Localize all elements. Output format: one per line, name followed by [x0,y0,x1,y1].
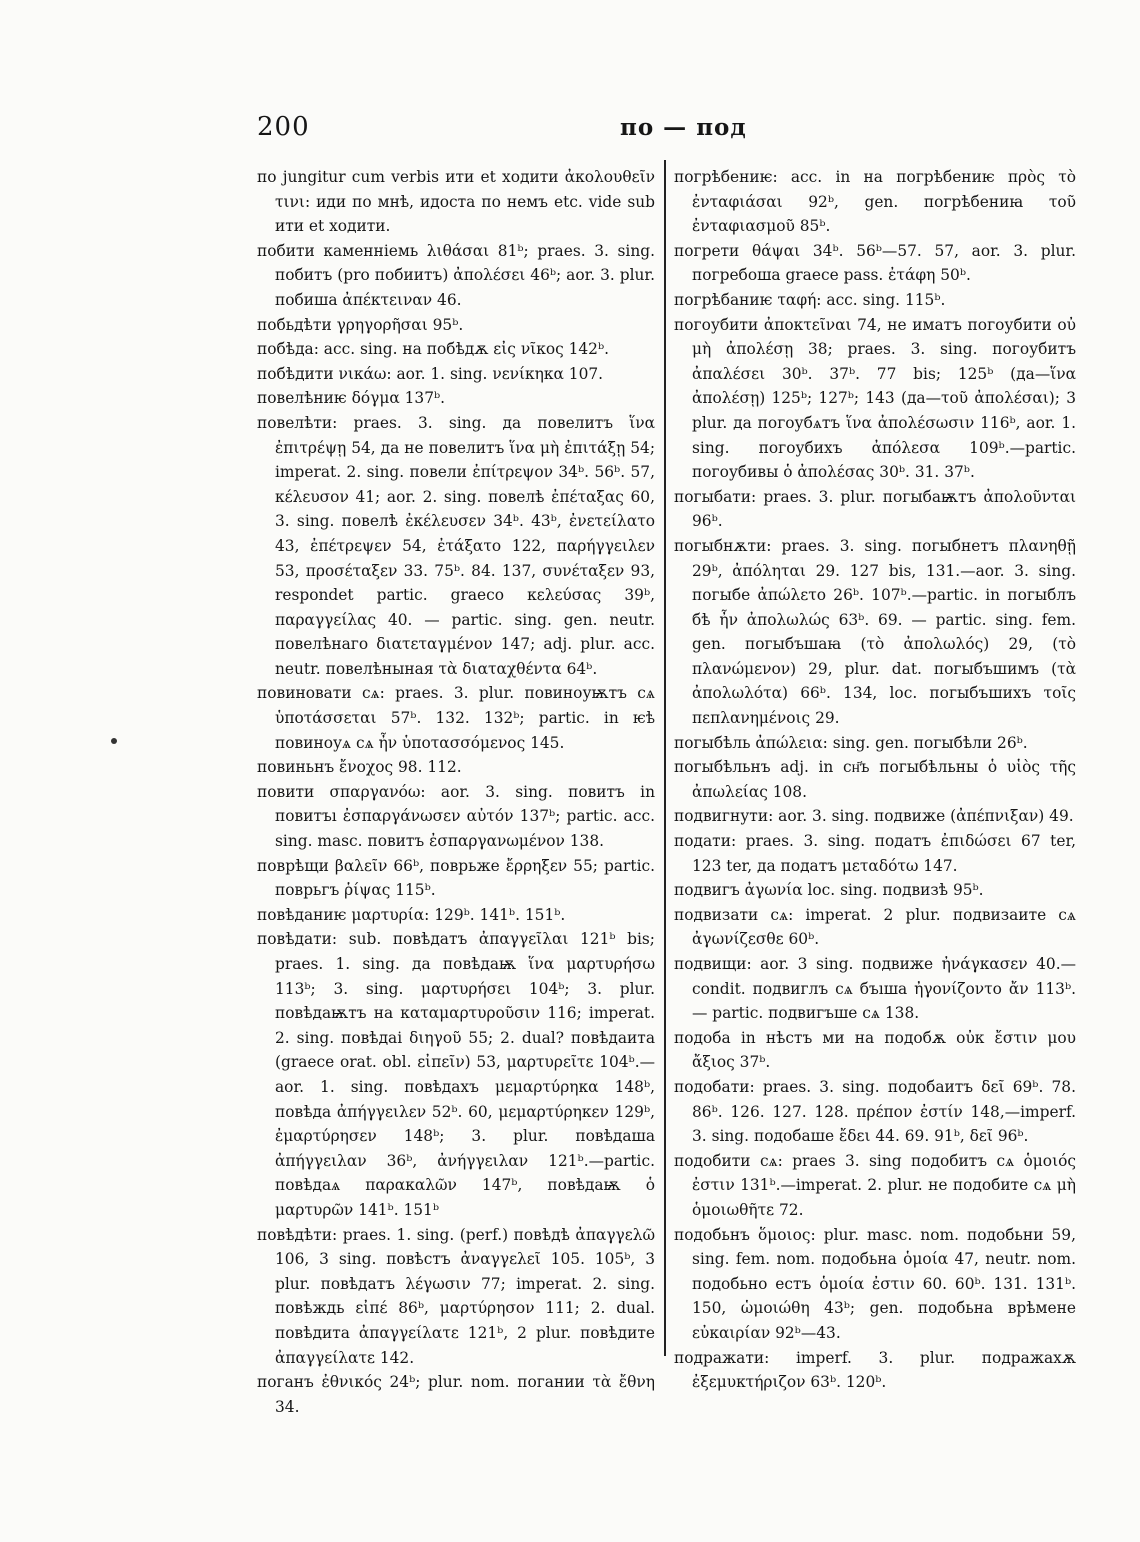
running-head: по — под [620,114,747,141]
dictionary-entry: поганъ ἐθνικός 24ᵇ; plur. nom. погании τὰ ἔθνη 34. [257,1373,655,1416]
dictionary-entry: погрѣбениѥ: acc. in на погрѣбениѥ πρὸς τὸ ἐνταφιάσαι 92ᵇ, gen. погрѣбениꙗ τοῦ ἐνταφιασμοῦ 85ᵇ. [674,168,1076,236]
dictionary-entry: погыбнѫти: praes. 3. sing. погыбнетъ πλανηθῇ 29ᵇ, ἀπόληται 29. 127 bis, 131.—aor. 3. sing. погыбе ἀπώλετο 26ᵇ. 107ᵇ.—partic. in погыблъ бѣ ἦν ἀπολωλώς 63ᵇ. 69. — partic. sing. fem. gen. погыбъшаꙗ (τὸ ἀπολωλός) 29, (τὸ πλανώμενον) 29, plur. dat. погыбъшимъ (τὰ ἀπολωλότα) 66ᵇ. 134, loc. погыбъшихъ τοῖς πεπλανημένοις 29. [674,536,1076,728]
dictionary-entry: подобити сѧ: praes 3. sing подобитъ сѧ ὁμοιός ἐστιν 131ᵇ.—imperat. 2. plur. не подобите сѧ μὴ ὁμοιωθῆτε 72. [674,1151,1076,1219]
dictionary-entry: погыбати: praes. 3. plur. погыбаѭтъ ἀπολοῦνται 96ᵇ. [674,487,1076,531]
margin-dot [111,738,117,744]
page-number: 200 [257,112,310,142]
dictionary-entry: повиньнъ ἔνοχος 98. 112. [257,758,462,777]
dictionary-entry: повити σπαργανόω: aor. 3. sing. повитъ in повитъı ἐσπαργάνωσεν αὐτόν 137ᵇ; partic. acc. sing. masc. повитъ ἐσπαργανωμένον 138. [257,782,655,851]
dictionary-entry: повиновати сѧ: praes. 3. plur. повиноуѭтъ сѧ ὑποτάσσεται 57ᵇ. 132. 132ᵇ; partic. in ѥѣ повиноуѧ сѧ ἦν ὑποτασσόμενος 145. [257,684,655,752]
dictionary-entry: подати: praes. 3. sing. податъ ἐπιδώσει 67 ter, 123 ter, да податъ μεταδότω 147. [674,832,1076,875]
dictionary-entry: повѣданиѥ μαρτυρία: 129ᵇ. 141ᵇ. 151ᵇ. [257,905,566,924]
dictionary-entry: подвищи: aor. 3 sing. подвиже ἠνάγκασεν 40.— condit. подвиглъ сѧ бъıша ἠγονίζοντο ἄν 113ᵇ.— partic. подвигъше сѧ 138. [674,955,1076,1023]
dictionary-entry: поврѣщи βαλεῖν 66ᵇ, поврьже ἔρρηξεν 55; partic. поврьгъ ῥίψας 115ᵇ. [257,856,655,900]
dictionary-entry: подоба in нѣстъ ми на подобѫ οὐκ ἔστιν μου ἄξιος 37ᵇ. [674,1028,1076,1072]
dictionary-entry: погыбѣльнъ adj. in сн҃ъ погыбѣльны ὁ υἱὸς τῆς ἀπωλείας 108. [674,758,1076,801]
dictionary-entry: побѣдити νικάω: aor. 1. sing. νενίκηκα 107. [257,364,604,383]
dictionary-entry: подвизати сѧ: imperat. 2 plur. подвизаите сѧ ἀγωνίζεσθε 60ᵇ. [674,905,1076,949]
dictionary-entry: побѣда: acc. sing. на побѣдѫ εἰς νῖκος 142ᵇ. [257,340,610,359]
dictionary-entry: побьдѣти γρηγορῆσαι 95ᵇ. [257,315,464,334]
dictionary-entry: повѣдѣти: praes. 1. sing. (perf.) повѣдѣ ἀπαγγελῶ 106, 3 sing. повѣстъ ἀναγγελεῖ 105. 105ᵇ, 3 plur. повѣдатъ λέγωσιν 77; imperat. 2. sing. повѣждь εἰπέ 86ᵇ, μαρτύρησον 111; 2. dual. повѣдита ἀπαγγείλατε 121ᵇ, 2 plur. повѣдите ἀπαγγείλατε 142. [257,1225,655,1367]
dictionary-entry: погрети θάψαι 34ᵇ. 56ᵇ—57. 57, aor. 3. plur. погребоша graece pass. ἐτάφη 50ᵇ. [674,241,1076,285]
dictionary-entry: подражати: imperf. 3. plur. подражахѫ ἐξεμυκτήριζον 63ᵇ. 120ᵇ. [674,1348,1076,1392]
column-divider [664,160,666,1356]
dictionary-entry: погоубити ἀποκτεῖναι 74, не иматъ погоубити οὐ μὴ ἀπολέσῃ 38; praes. 3. sing. погоубитъ ἀπαλέσει 30ᵇ. 37ᵇ. 77 bis; 125ᵇ (да—ἵνα ἀπολέσῃ) 125ᵇ; 127ᵇ; 143 (да—τοῦ ἀπολέσαι); 3 plur. да погоубѧтъ ἵνα ἀπολέσωσιν 116ᵇ, aor. 1. sing. погоубихъ ἀπόλεσα 109ᵇ.—partic. погоубивы ὁ ἀπολέσας 30ᵇ. 31. 37ᵇ. [674,315,1076,482]
dictionary-entry: подобьнъ ὅμοιος: plur. masc. nom. подобьни 59, sing. fem. nom. подобьна ὁμοία 47, neutr. nom. подобьно естъ ὁμοία ἐστιν 60. 60ᵇ. 131. 131ᵇ. 150, ὡμοιώθη 43ᵇ; gen. подобьна врѣмене εὐκαιρίαν 92ᵇ—43. [674,1225,1076,1342]
right-column [674,165,1076,1395]
dictionary-entry: погыбѣль ἀπώλεια: sing. gen. погыбѣли 26ᵇ. [674,733,1028,752]
dictionary-entry: побити каменніемь λιθάσαι 81ᵇ; praes. 3. sing. побитъ (pro побиитъ) ἀπολέσει 46ᵇ; aor. 3. plur. побиша ἀπέκτειναν 46. [257,241,655,309]
dictionary-entry: по jungitur cum verbis ити et ходити ἀκολουθεῖν τινι: иди по мнѣ, идоста по немъ etc. vide sub ити et ходити. [257,168,655,236]
dictionary-entry: подвигъ ἀγωνία loc. sing. подвизѣ 95ᵇ. [674,881,984,900]
dictionary-entry: погрѣбаниѥ ταφή: acc. sing. 115ᵇ. [674,290,946,309]
dictionary-entry: подобати: praes. 3. sing. подобаитъ δεῖ 69ᵇ. 78. 86ᵇ. 126. 127. 128. πρέπον ἐστίν 148,—imperf. 3. sing. подобаше ἔδει 44. 69. 91ᵇ, δεῖ 96ᵇ. [674,1077,1076,1146]
dictionary-entry: повелѣти: praes. 3. sing. да повелитъ ἵνα ἐπιτρέψῃ 54, да не повелитъ ἵνα μὴ ἐπιτάξῃ 54; imperat. 2. sing. повели ἐπίτρεψον 34ᵇ. 56ᵇ. 57, κέλευσον 41; aor. 2. sing. повелѣ ἐπέταξας 60, 3. sing. повелѣ ἐκέλευσεν 34ᵇ. 43ᵇ, ἐνετείλατο 43, ἐπέτρεψεν 54, ἐτάξατο 122, παρήγγειλεν 53, προσέταξεν 33. 75ᵇ. 84. 137, συνέταξεν 93, respondet partic. graeco κελεύσας 39ᵇ, παραγγείλας 40. — partic. sing. gen. neutr. повелѣнаго διατεταγμένον 147; adj. plur. acc. neutr. повелѣныная τὰ διαταχθέντα 64ᵇ. [257,413,655,678]
left-column [257,165,655,1419]
dictionary-entry: повелѣниѥ δόγμα 137ᵇ. [257,389,446,408]
dictionary-entry: подвигнути: aor. 3. sing. подвиже (ἀπέπνιξαν) 49. [674,807,1074,826]
dictionary-entry: повѣдати: sub. повѣдатъ ἀπαγγεῖλαι 121ᵇ bis; praes. 1. sing. да повѣдаѭ ἵνα μαρτυρήσω 113ᵇ; 3. sing. μαρτυρήσει 104ᵇ; 3. plur. повѣдаѭтъ на καταμαρτυροῦσιν 116; imperat. 2. sing. повѣдаі διηγοῦ 55; 2. dual? повѣдаита (graece orat. obl. εἰπεῖν) 53, μαρτυρεῖτε 104ᵇ.—aor. 1. sing. повѣдахъ μεμαρτύρηκα 148ᵇ, повѣда ἀπήγγειλεν 52ᵇ. 60, μεμαρτύρηκεν 129ᵇ, ἐμαρτύρησεν 148ᵇ; 3. plur. повѣдаша ἀπήγγειλαν 36ᵇ, ἀνήγγειλαν 121ᵇ.—partic. повѣдаѧ παρακαλῶν 147ᵇ, повѣдаѭ ὁ μαρτυρῶν 141ᵇ. 151ᵇ [257,930,655,1219]
